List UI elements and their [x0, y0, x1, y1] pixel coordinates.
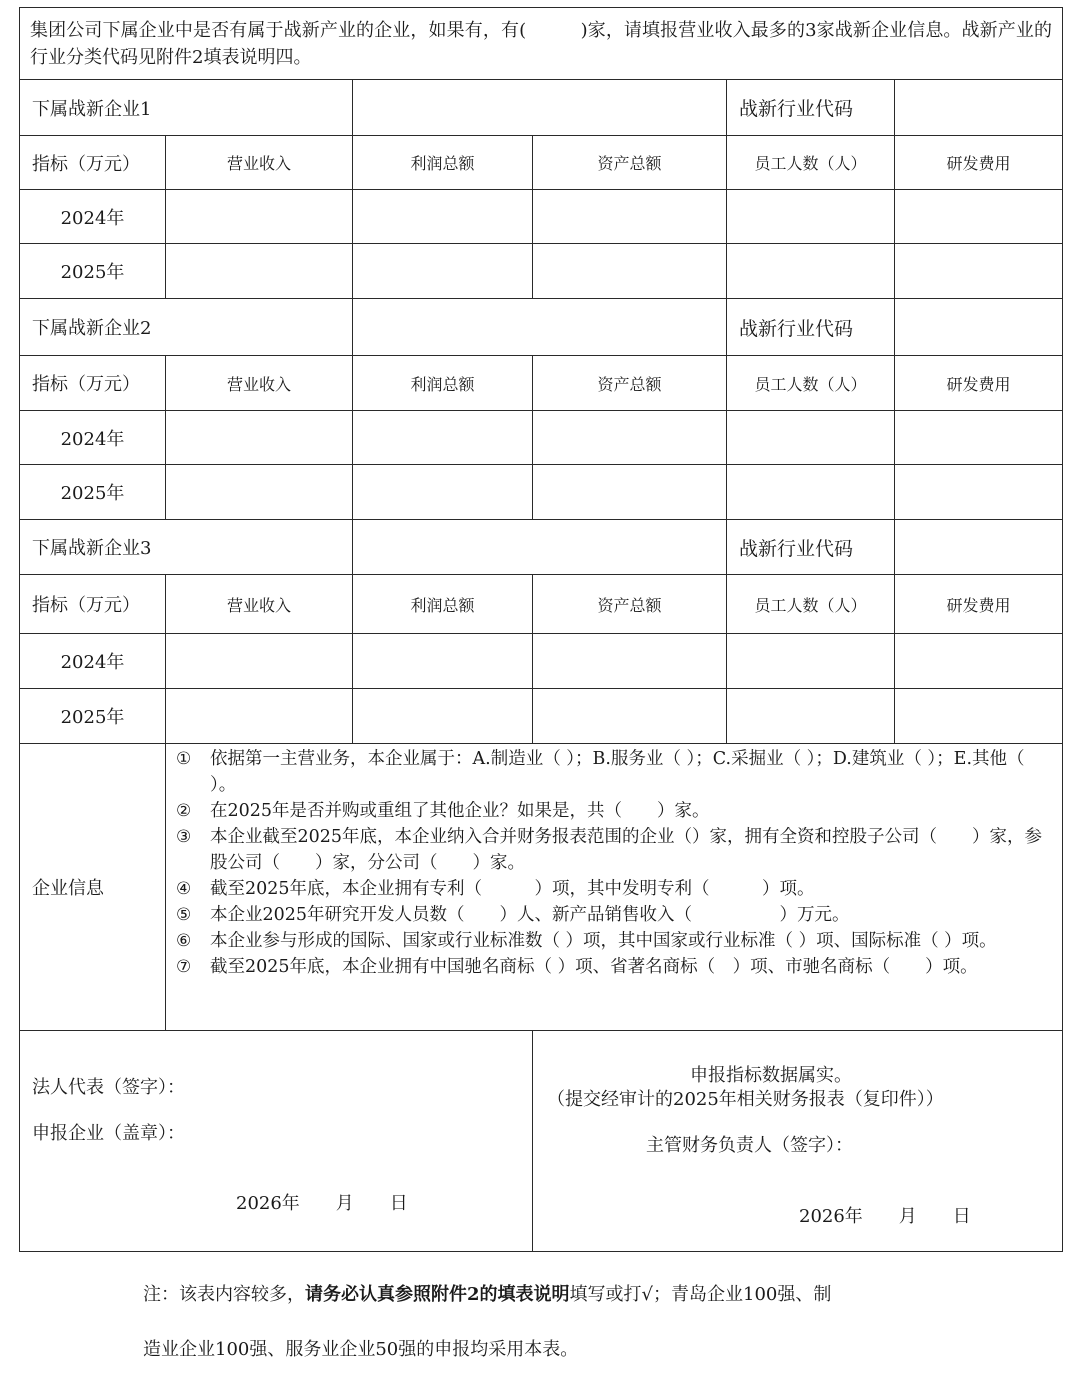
info-item: [176, 928, 1054, 954]
rnd-header: 研发费用: [895, 356, 1063, 411]
rnd-header: 研发费用: [895, 575, 1063, 634]
enterprise-info-form: [19, 7, 1063, 1252]
item-text: 在2025年是否并购或重组了其他企业？如果是，共（ ）家。: [210, 801, 710, 821]
data-cell[interactable]: [166, 465, 353, 520]
data-cell[interactable]: [166, 244, 353, 299]
footnote-emphasis: 请务必认真参照附件2的填表说明: [305, 1284, 570, 1305]
info-item: [176, 824, 1054, 876]
signature-right-cell[interactable]: [533, 1031, 1063, 1252]
info-item: [176, 954, 1054, 980]
footnote-suffix: 填写或打√；青岛企业100强、制: [569, 1284, 832, 1305]
item-number: ②: [176, 801, 192, 821]
company-seal-label: 申报企业（盖章）：: [32, 1123, 185, 1144]
indicator-header: 指标（万元）: [20, 356, 166, 411]
item-text: 本企业参与形成的国际、国家或行业标准数（ ）项，其中国家或行业标准（ ）项、国际标准（ ）项。: [210, 931, 997, 951]
data-cell[interactable]: [533, 411, 727, 465]
item-text: 依据第一主营业务，本企业属于：A.制造业（ ）；B.服务业（ ）；C.采掘业（ ）；D.建筑业（ ）；E.其他（ ）。: [210, 749, 1025, 795]
year-label: 2025年: [20, 244, 166, 299]
enterprise-1-code-field[interactable]: [895, 80, 1063, 136]
employees-header: 员工人数（人）: [727, 575, 895, 634]
data-cell[interactable]: [166, 190, 353, 244]
data-cell[interactable]: [166, 634, 353, 689]
data-cell[interactable]: [166, 411, 353, 465]
data-cell[interactable]: [353, 244, 533, 299]
enterprise-1-name-field[interactable]: [353, 80, 727, 136]
left-date: 2026年 月 日: [236, 1193, 408, 1214]
data-cell[interactable]: [727, 689, 895, 744]
enterprise-1-code-label: 战新行业代码: [727, 80, 895, 136]
info-item: [176, 746, 1054, 798]
enterprise-2-label: 下属战新企业2: [20, 299, 353, 356]
indicator-header: 指标（万元）: [20, 575, 166, 634]
item-text: 截至2025年底，本企业拥有专利（ ）项，其中发明专利（ ）项。: [210, 879, 815, 899]
data-cell[interactable]: [533, 634, 727, 689]
right-date: 2026年 月 日: [799, 1206, 971, 1227]
data-cell[interactable]: [533, 244, 727, 299]
employees-header: 员工人数（人）: [727, 136, 895, 190]
profit-header: 利润总额: [353, 356, 533, 411]
item-text: 截至2025年底，本企业拥有中国驰名商标（ ）项、省著名商标（ ）项、市驰名商标（ ）项。: [210, 957, 978, 977]
data-cell[interactable]: [727, 465, 895, 520]
item-text: 本企业2025年研究开发人员数（ ）人、新产品销售收入（ ）万元。: [210, 905, 850, 925]
enterprise-2-name-field[interactable]: [353, 299, 727, 356]
data-confirm-text: 申报指标数据属实。: [690, 1065, 852, 1086]
item-number: ⑥: [176, 931, 192, 951]
submit-note-text: （提交经审计的2025年相关财务报表（复印件））: [547, 1089, 944, 1110]
data-cell[interactable]: [727, 244, 895, 299]
info-item: [176, 798, 1054, 824]
data-cell[interactable]: [353, 465, 533, 520]
data-cell[interactable]: [533, 190, 727, 244]
finance-head-label: 主管财务负责人（签字）：: [646, 1135, 853, 1156]
year-label: 2025年: [20, 689, 166, 744]
data-cell[interactable]: [895, 634, 1063, 689]
indicator-header: 指标（万元）: [20, 136, 166, 190]
revenue-header: 营业收入: [166, 136, 353, 190]
revenue-header: 营业收入: [166, 356, 353, 411]
year-label: 2024年: [20, 190, 166, 244]
assets-header: 资产总额: [533, 136, 727, 190]
profit-header: 利润总额: [353, 136, 533, 190]
info-item: [176, 876, 1054, 902]
assets-header: 资产总额: [533, 356, 727, 411]
item-number: ③: [176, 827, 192, 847]
data-cell[interactable]: [353, 190, 533, 244]
item-number: ⑦: [176, 957, 192, 977]
enterprise-info-label: 企业信息: [20, 744, 166, 1031]
data-cell[interactable]: [533, 465, 727, 520]
enterprise-3-code-label: 战新行业代码: [727, 520, 895, 575]
enterprise-3-name-field[interactable]: [353, 520, 727, 575]
data-cell[interactable]: [895, 465, 1063, 520]
year-label: 2024年: [20, 634, 166, 689]
enterprise-3-label: 下属战新企业3: [20, 520, 353, 575]
data-cell[interactable]: [895, 411, 1063, 465]
revenue-header: 营业收入: [166, 575, 353, 634]
item-number: ⑤: [176, 905, 192, 925]
item-number: ①: [176, 749, 192, 769]
employees-header: 员工人数（人）: [727, 356, 895, 411]
item-number: ④: [176, 879, 192, 899]
rnd-header: 研发费用: [895, 136, 1063, 190]
enterprise-2-code-label: 战新行业代码: [727, 299, 895, 356]
signature-left-cell[interactable]: [20, 1031, 533, 1252]
enterprise-2-code-field[interactable]: [895, 299, 1063, 356]
item-text: 本企业截至2025年底，本企业纳入合并财务报表范围的企业（）家，拥有全资和控股子公司（ ）家，参股公司（ ）家，分公司（ ）家。: [210, 827, 1043, 873]
footnote-prefix: 注：该表内容较多，: [143, 1284, 305, 1305]
footnote-line-2: 造业企业100强、服务业企业50强的申报均采用本表。: [143, 1339, 579, 1360]
profit-header: 利润总额: [353, 575, 533, 634]
data-cell[interactable]: [895, 689, 1063, 744]
enterprise-info-items: [166, 744, 1063, 1031]
legal-rep-label: 法人代表（签字）：: [32, 1077, 185, 1098]
data-cell[interactable]: [533, 689, 727, 744]
enterprise-1-label: 下属战新企业1: [20, 80, 353, 136]
data-cell[interactable]: [353, 411, 533, 465]
footnote-line-1: [143, 1280, 831, 1306]
info-item: [176, 902, 1054, 928]
assets-header: 资产总额: [533, 575, 727, 634]
data-cell[interactable]: [895, 190, 1063, 244]
year-label: 2025年: [20, 465, 166, 520]
data-cell[interactable]: [727, 411, 895, 465]
data-cell[interactable]: [353, 689, 533, 744]
data-cell[interactable]: [353, 634, 533, 689]
enterprise-3-code-field[interactable]: [895, 520, 1063, 575]
year-label: 2024年: [20, 411, 166, 465]
data-cell[interactable]: [895, 244, 1063, 299]
data-cell[interactable]: [166, 689, 353, 744]
data-cell[interactable]: [727, 190, 895, 244]
data-cell[interactable]: [727, 634, 895, 689]
intro-text: 集团公司下属企业中是否有属于战新产业的企业，如果有，有( )家，请填报营业收入最多的3家战新企业信息。战新产业的行业分类代码见附件2填表说明四。: [20, 8, 1063, 80]
